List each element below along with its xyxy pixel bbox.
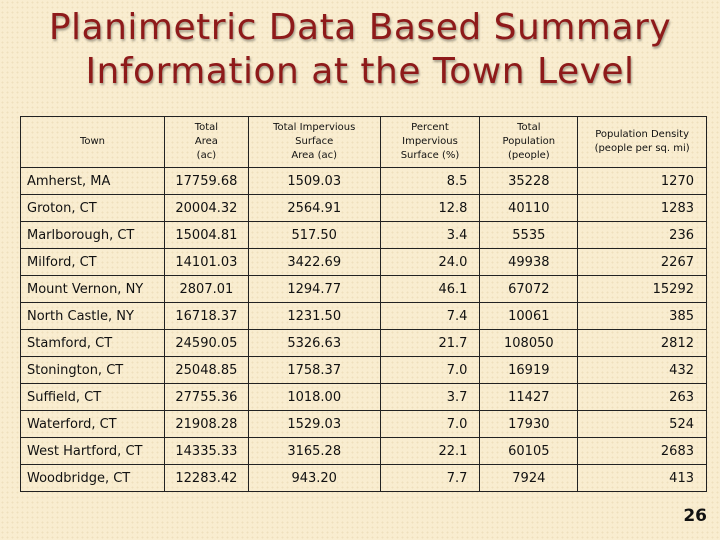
cell-impervious-area: 1231.50 <box>248 303 380 330</box>
cell-total-area: 14101.03 <box>164 249 248 276</box>
page-number: 26 <box>683 506 707 526</box>
cell-total-area: 16718.37 <box>164 303 248 330</box>
cell-percent-impervious: 3.4 <box>380 222 480 249</box>
cell-total-population: 17930 <box>480 411 578 438</box>
header-area-line: Total <box>194 122 219 133</box>
header-total-population <box>480 117 578 168</box>
table-row <box>21 303 707 330</box>
header-population-line: Total <box>517 122 541 133</box>
header-population-density <box>578 117 707 168</box>
cell-percent-impervious: 3.7 <box>380 384 480 411</box>
cell-population-density: 2812 <box>578 330 707 357</box>
cell-total-area: 24590.05 <box>164 330 248 357</box>
table-row <box>21 384 707 411</box>
cell-total-area: 12283.42 <box>164 465 248 492</box>
cell-total-population: 49938 <box>480 249 578 276</box>
table-row <box>21 168 707 195</box>
cell-total-population: 67072 <box>480 276 578 303</box>
cell-town: Stamford, CT <box>21 330 165 357</box>
cell-total-area: 20004.32 <box>164 195 248 222</box>
cell-total-area: 2807.01 <box>164 276 248 303</box>
cell-impervious-area: 5326.63 <box>248 330 380 357</box>
table-row <box>21 438 707 465</box>
title-line-2: Information at the Town Level <box>85 51 635 92</box>
cell-impervious-area: 517.50 <box>248 222 380 249</box>
cell-impervious-area: 1509.03 <box>248 168 380 195</box>
cell-percent-impervious: 7.0 <box>380 357 480 384</box>
table-body <box>21 168 707 492</box>
cell-percent-impervious: 7.0 <box>380 411 480 438</box>
cell-percent-impervious: 8.5 <box>380 168 480 195</box>
cell-total-population: 16919 <box>480 357 578 384</box>
cell-percent-impervious: 24.0 <box>380 249 480 276</box>
cell-total-population: 11427 <box>480 384 578 411</box>
cell-impervious-area: 1294.77 <box>248 276 380 303</box>
table-header-row <box>21 117 707 168</box>
cell-total-area: 27755.36 <box>164 384 248 411</box>
cell-total-population: 10061 <box>480 303 578 330</box>
cell-population-density: 524 <box>578 411 707 438</box>
cell-town: West Hartford, CT <box>21 438 165 465</box>
cell-population-density: 413 <box>578 465 707 492</box>
header-density-line: (people per sq. mi) <box>594 143 690 154</box>
table-row <box>21 249 707 276</box>
cell-impervious-area: 1758.37 <box>248 357 380 384</box>
cell-percent-impervious: 7.4 <box>380 303 480 330</box>
cell-town: Mount Vernon, NY <box>21 276 165 303</box>
cell-total-area: 15004.81 <box>164 222 248 249</box>
cell-population-density: 1270 <box>578 168 707 195</box>
cell-population-density: 432 <box>578 357 707 384</box>
cell-impervious-area: 1529.03 <box>248 411 380 438</box>
table-row <box>21 411 707 438</box>
cell-percent-impervious: 7.7 <box>380 465 480 492</box>
header-population-line: Population <box>502 136 556 147</box>
cell-total-population: 60105 <box>480 438 578 465</box>
title-line-1: Planimetric Data Based Summary <box>48 7 672 48</box>
header-impervious-line: Surface <box>295 136 334 147</box>
cell-percent-impervious: 21.7 <box>380 330 480 357</box>
cell-total-area: 14335.33 <box>164 438 248 465</box>
cell-total-population: 7924 <box>480 465 578 492</box>
cell-percent-impervious: 12.8 <box>380 195 480 222</box>
cell-percent-impervious: 46.1 <box>380 276 480 303</box>
cell-impervious-area: 1018.00 <box>248 384 380 411</box>
cell-impervious-area: 2564.91 <box>248 195 380 222</box>
header-population-line: (people) <box>507 150 550 161</box>
cell-population-density: 15292 <box>578 276 707 303</box>
cell-total-area: 25048.85 <box>164 357 248 384</box>
header-town-label: Town <box>79 136 105 147</box>
cell-population-density: 236 <box>578 222 707 249</box>
table-row <box>21 222 707 249</box>
header-area-line: (ac) <box>196 150 217 161</box>
cell-population-density: 2267 <box>578 249 707 276</box>
table-row <box>21 357 707 384</box>
cell-percent-impervious: 22.1 <box>380 438 480 465</box>
header-percent-line: Surface (%) <box>400 150 460 161</box>
cell-impervious-area: 3422.69 <box>248 249 380 276</box>
header-percent-line: Impervious <box>402 136 458 147</box>
cell-town: Stonington, CT <box>21 357 165 384</box>
header-density-line: Population Density <box>595 129 689 140</box>
cell-total-population: 5535 <box>480 222 578 249</box>
cell-town: Marlborough, CT <box>21 222 165 249</box>
header-percent-line: Percent <box>411 122 449 133</box>
cell-impervious-area: 943.20 <box>248 465 380 492</box>
header-total-area <box>164 117 248 168</box>
cell-population-density: 2683 <box>578 438 707 465</box>
cell-population-density: 385 <box>578 303 707 330</box>
cell-total-population: 108050 <box>480 330 578 357</box>
cell-impervious-area: 3165.28 <box>248 438 380 465</box>
header-area-line: Area <box>194 136 218 147</box>
header-town <box>21 117 165 168</box>
header-percent-impervious <box>380 117 480 168</box>
cell-population-density: 1283 <box>578 195 707 222</box>
cell-total-population: 40110 <box>480 195 578 222</box>
town-summary-table <box>20 116 707 492</box>
cell-town: Milford, CT <box>21 249 165 276</box>
table-row <box>21 465 707 492</box>
cell-total-area: 21908.28 <box>164 411 248 438</box>
cell-town: Waterford, CT <box>21 411 165 438</box>
cell-town: North Castle, NY <box>21 303 165 330</box>
cell-population-density: 263 <box>578 384 707 411</box>
cell-town: Amherst, MA <box>21 168 165 195</box>
table-row <box>21 195 707 222</box>
table-row <box>21 330 707 357</box>
cell-total-population: 35228 <box>480 168 578 195</box>
header-impervious-line: Total Impervious <box>273 122 356 133</box>
header-impervious-line: Area (ac) <box>291 150 338 161</box>
cell-town: Suffield, CT <box>21 384 165 411</box>
cell-town: Groton, CT <box>21 195 165 222</box>
table-row <box>21 276 707 303</box>
page-title <box>0 6 720 94</box>
header-impervious-area <box>248 117 380 168</box>
cell-total-area: 17759.68 <box>164 168 248 195</box>
cell-town: Woodbridge, CT <box>21 465 165 492</box>
